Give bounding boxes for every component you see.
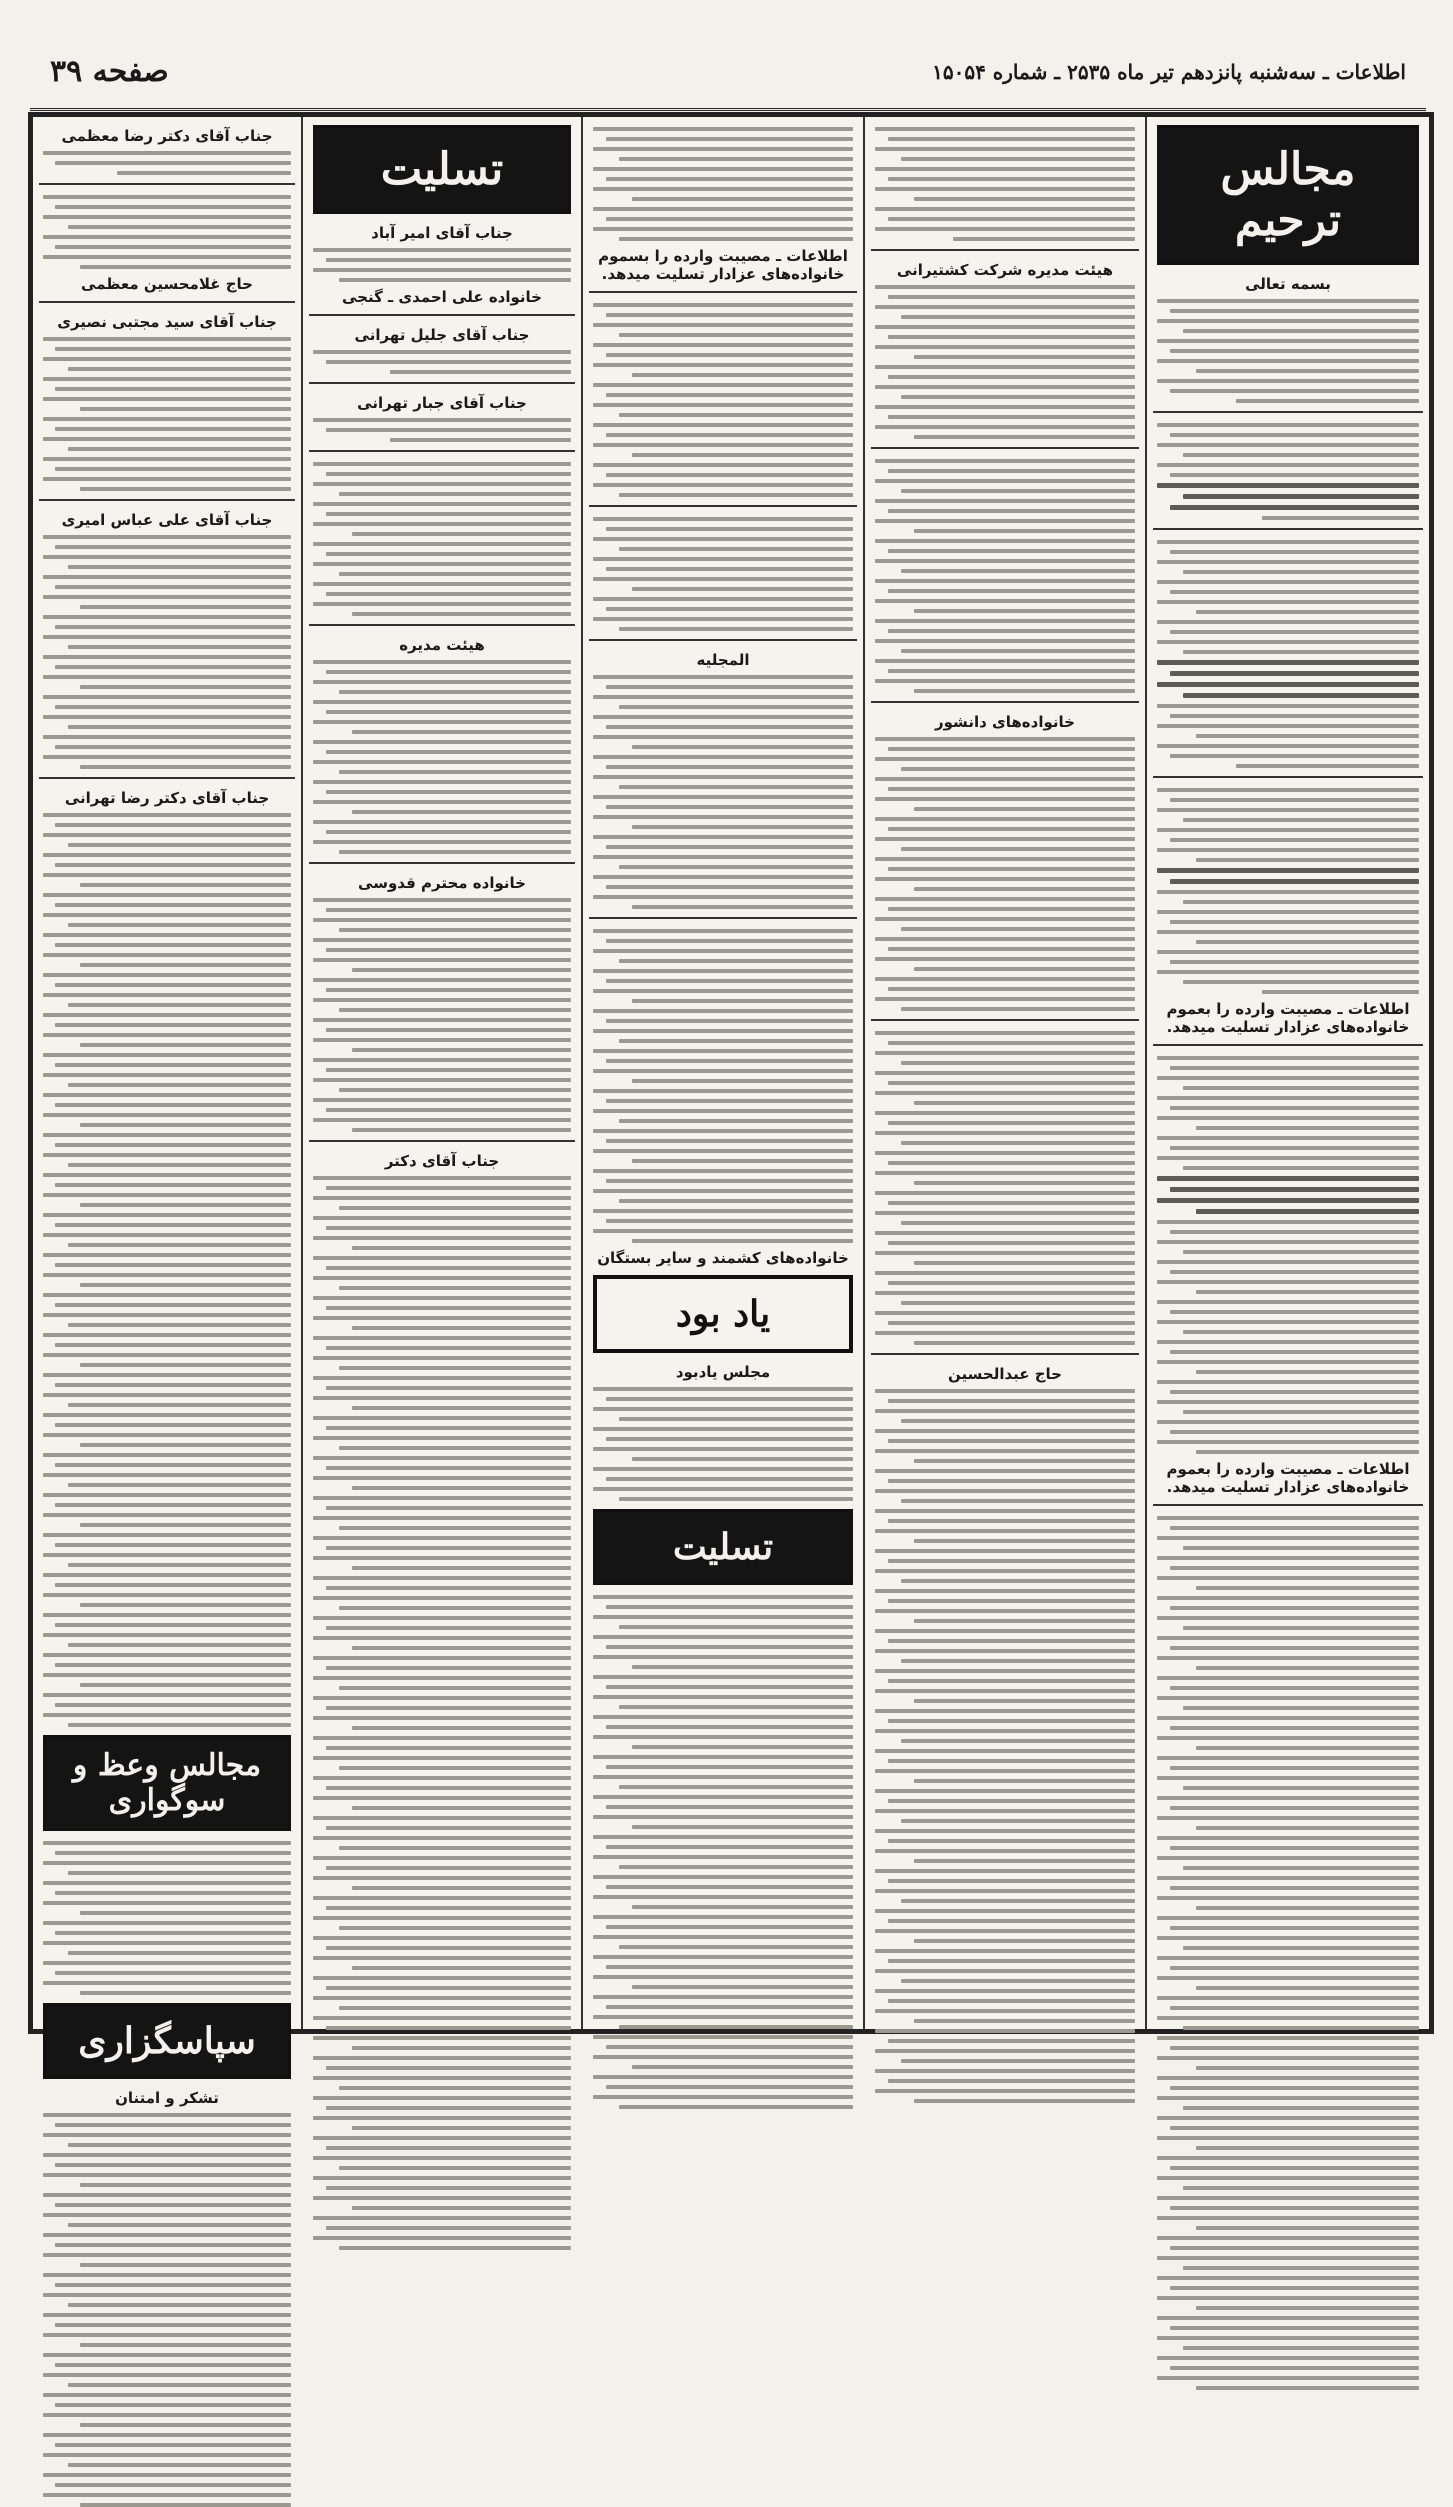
column-3 (581, 117, 863, 2029)
notice-body (875, 1389, 1135, 2103)
notice (1157, 1056, 1419, 1496)
notice-body (313, 350, 571, 374)
notice-body (593, 929, 853, 1243)
notice-heading: خانواده علی احمدی ـ گنجی (342, 288, 542, 306)
section-banner-tasliat-1: تسلیت (313, 125, 571, 214)
notice (43, 789, 291, 1727)
column-4 (301, 117, 581, 2029)
notice (593, 303, 853, 497)
notice-heading: خانواده‌های دانشور (935, 713, 1075, 731)
notice-body (1157, 788, 1419, 994)
notice-body (313, 1176, 571, 2250)
notice-body (875, 459, 1135, 693)
notice-body (1157, 423, 1419, 520)
notice (313, 224, 571, 306)
notice (875, 1365, 1135, 2103)
notice (313, 1152, 571, 2250)
notice-heading: خانواده‌های کشمند و سایر بستگان (597, 1249, 849, 1267)
notice (875, 261, 1135, 439)
notice-body (875, 127, 1135, 241)
notice-body (875, 1031, 1135, 1345)
notice-body (593, 1595, 853, 2109)
notice-body (593, 675, 853, 909)
notice-body (875, 285, 1135, 439)
notice-heading: جناب آقای جبار تهرانی (357, 394, 527, 412)
notice (593, 1363, 853, 1501)
notice (1157, 423, 1419, 520)
notice-heading: اطلاعات ـ مصیبت وارده را بسموم خانواده‌های عزادار تسلیت میدهد. (598, 247, 848, 283)
page-number-label: صفحه ۳۹ (50, 54, 169, 89)
section-banner-yadbud: یاد بود (593, 1275, 853, 1353)
notice-heading: مجلس یادبود (675, 1363, 771, 1381)
notice (875, 713, 1135, 1011)
notice-heading: بسمه تعالی (1245, 275, 1331, 293)
column-1 (1145, 117, 1429, 2029)
notice (593, 127, 853, 283)
notice-heading: حاج عبدالحسین (948, 1365, 1062, 1383)
notice-body (313, 660, 571, 854)
notice-heading: حاج غلامحسین معظمی (81, 275, 253, 293)
notice-body (313, 462, 571, 616)
notice-body (593, 127, 853, 241)
notice-heading: جناب آقای امیر آباد (371, 224, 513, 242)
notice (43, 127, 291, 175)
page-header (30, 44, 1426, 111)
section-banner-sepasgozari: سپاسگزاری (43, 2003, 291, 2079)
notice-heading: جناب آقای سید مجتبی نصیری (57, 313, 277, 331)
notice (1157, 540, 1419, 768)
notice-body (43, 151, 291, 175)
column-5 (33, 117, 301, 2107)
notice (313, 394, 571, 442)
notice-body (313, 418, 571, 442)
notice (875, 1031, 1135, 1345)
notice-heading: المجلیه (696, 651, 750, 669)
notice-heading: هیئت مدیره شرکت کشتیرانی (896, 261, 1114, 279)
notice-heading: جناب آقای دکتر (384, 1152, 500, 1170)
notice (43, 313, 291, 491)
masthead-line: اطلاعات ـ سه‌شنبه پانزدهم تیر ماه ۲۵۳۵ ـ شماره ۱۵۰۵۴ (932, 60, 1406, 84)
notice-body (313, 248, 571, 282)
notice-body (43, 337, 291, 491)
notice-body (1157, 1056, 1419, 1454)
notice (43, 195, 291, 293)
notice-heading: اطلاعات ـ مصیبت وارده را بعموم خانواده‌های عزادار تسلیت میدهد. (1166, 1460, 1410, 1496)
notice-heading: جناب آقای علی عباس امیری (61, 511, 273, 529)
notice (313, 326, 571, 374)
notice-body (875, 737, 1135, 1011)
notice (313, 462, 571, 616)
notice (593, 651, 853, 909)
notice (313, 874, 571, 1132)
notice-heading: اطلاعات ـ مصیبت وارده را بعموم خانواده‌های عزادار تسلیت میدهد. (1166, 1000, 1410, 1036)
notice (875, 459, 1135, 693)
notice-body (1157, 540, 1419, 768)
notice-heading: خانواده محترم قدوسی (358, 874, 526, 892)
obituary-frame (28, 112, 1434, 2107)
notice-body (43, 195, 291, 269)
section-banner-majales-tarhim: مجالس ترحیم (1157, 125, 1419, 265)
notice-heading: جناب آقای دکتر رضا معظمی (61, 127, 273, 145)
notice-body (593, 303, 853, 497)
notice (593, 1595, 853, 2109)
notice (1157, 788, 1419, 1036)
notice-heading: جناب آقای جلیل تهرانی (354, 326, 530, 344)
notice-body (593, 517, 853, 631)
notice (43, 1841, 291, 1995)
section-banner-tasliat-2: تسلیت (593, 1509, 853, 1585)
notice (1157, 275, 1419, 403)
section-banner-vaaz: مجالس وعظ و سوگواری (43, 1735, 291, 1831)
notice-body (43, 813, 291, 1727)
notice-body (43, 2113, 291, 2507)
notice (43, 2089, 291, 2507)
notice-body (1157, 1516, 1419, 2390)
notice-body (593, 1387, 853, 1501)
notice (313, 636, 571, 854)
column-2 (863, 117, 1145, 2029)
notice-body (1157, 299, 1419, 403)
notice (593, 517, 853, 631)
notice (875, 127, 1135, 241)
notice-heading: تشکر و امتنان (115, 2089, 219, 2107)
notice-body (43, 535, 291, 769)
notice (593, 929, 853, 1267)
notice (43, 511, 291, 769)
notice (1157, 1516, 1419, 2390)
notice-heading: جناب آقای دکتر رضا تهرانی (64, 789, 270, 807)
notice-heading: هیئت مدیره (399, 636, 485, 654)
notice-body (43, 1841, 291, 1995)
notice-body (313, 898, 571, 1132)
